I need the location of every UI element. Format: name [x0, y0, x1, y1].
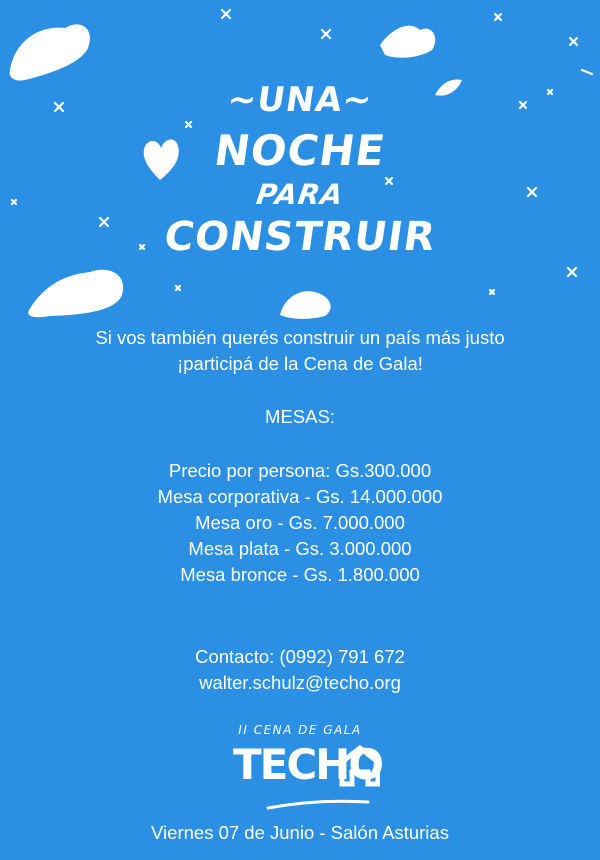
intro-line-1: Si vos también querés construir un país más justo [95, 327, 505, 348]
price-item: Mesa oro - Gs. 7.000.000 [195, 512, 405, 533]
intro-text [0, 325, 600, 377]
event-date-location: Viernes 07 de Junio - Salón Asturias [151, 822, 449, 843]
headline-line-4: CONSTRUIR [161, 214, 439, 260]
contact-email: walter.schulz@techo.org [199, 672, 401, 693]
cloud-icon [380, 26, 435, 58]
headline-line-1: ~UNA~ [225, 80, 375, 120]
gala-title: II CENA DE GALA [238, 723, 362, 737]
price-item: Mesa bronce - Gs. 1.800.000 [180, 564, 420, 585]
headline-line-2: NOCHE [211, 126, 389, 175]
price-item: Mesa plata - Gs. 3.000.000 [188, 538, 412, 559]
price-item: Precio por persona: Gs.300.000 [168, 460, 432, 481]
brand-name: TECHO [233, 740, 383, 789]
headline-line-3: PARA [254, 178, 346, 211]
intro-line-2: ¡participá de la Cena de Gala! [177, 353, 423, 374]
mesas-title: MESAS: [265, 406, 335, 427]
techo-logo [230, 740, 383, 810]
cloud-icon [28, 270, 123, 317]
contact-phone: Contacto: (0992) 791 672 [195, 646, 405, 667]
price-item: Mesa corporativa - Gs. 14.000.000 [157, 486, 443, 507]
cloud-icon [10, 24, 90, 80]
cloud-icon [280, 291, 331, 319]
house-icon [230, 740, 383, 800]
price-list [0, 458, 600, 588]
contact-info [0, 644, 600, 696]
